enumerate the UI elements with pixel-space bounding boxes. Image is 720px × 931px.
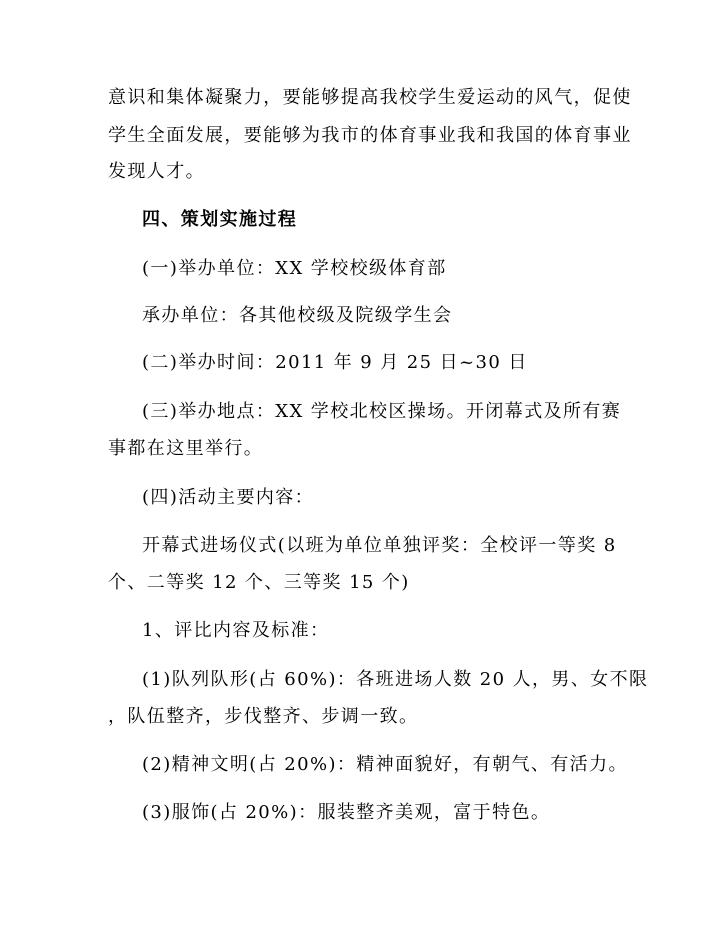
- co-organizer-line: 承办单位：各其他校级及院级学生会: [142, 305, 453, 326]
- activity-content-heading: (四)活动主要内容：: [142, 487, 315, 508]
- opening-ceremony-line: 开幕式进场仪式(以班为单位单独评奖：全校评一等奖 8: [142, 535, 617, 556]
- criteria-item-continued: ，队伍整齐，步伐整齐、步调一致。: [108, 706, 419, 727]
- criteria-item: (2)精神文明(占 20%)：精神面貌好，有朝气、有活力。: [142, 754, 628, 775]
- section-heading: 四、策划实施过程: [142, 209, 298, 230]
- paragraph-line: 学生全面发展，要能够为我市的体育事业我和我国的体育事业: [108, 125, 632, 146]
- opening-ceremony-line-continued: 个、二等奖 12 个、三等奖 15 个): [108, 572, 410, 593]
- criteria-heading: 1、评比内容及标准：: [142, 620, 330, 641]
- paragraph-line: 意识和集体凝聚力，要能够提高我校学生爱运动的风气，促使: [108, 87, 632, 108]
- event-location-line: (三)举办地点：XX 学校北校区操场。开闭幕式及所有赛: [142, 401, 622, 422]
- organizer-line: (一)举办单位：XX 学校校级体育部: [142, 258, 447, 279]
- event-time-line: (二)举办时间：2011 年 9 月 25 日~30 日: [142, 352, 528, 373]
- paragraph-line: 发现人才。: [108, 161, 205, 182]
- event-location-line-continued: 事都在这里举行。: [108, 438, 264, 459]
- criteria-item: (1)队列队形(占 60%)：各班进场人数 20 人，男、女不限: [142, 669, 649, 690]
- criteria-item: (3)服饰(占 20%)：服装整齐美观，富于特色。: [142, 802, 551, 823]
